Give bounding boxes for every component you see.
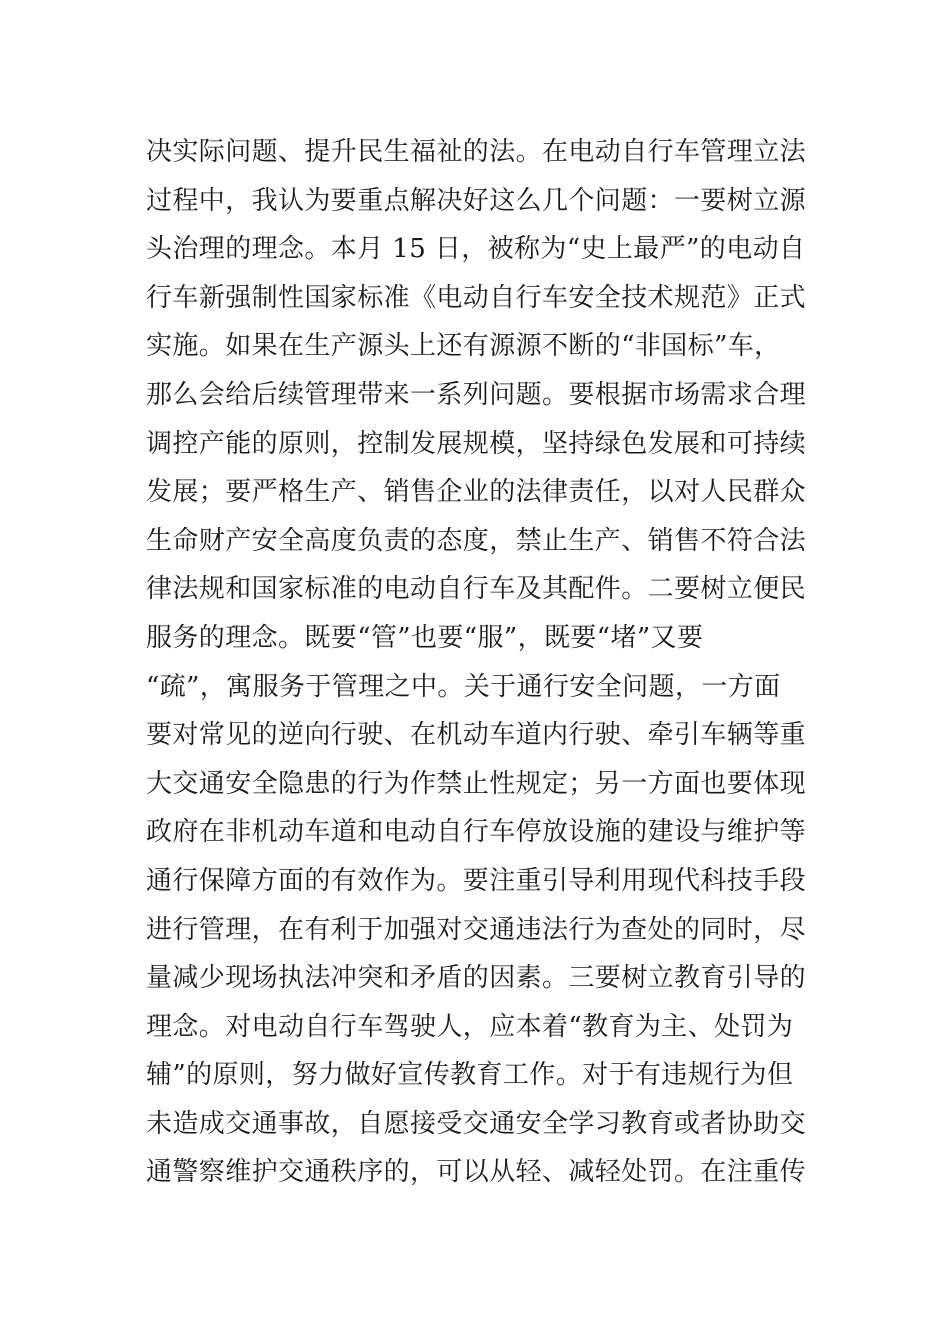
- text-line: 调控产能的原则，控制发展规模，坚持绿色发展和可持续: [146, 428, 807, 459]
- text-line: 服务的理念。既要“管”也要“服”，既要“堵”又要: [146, 622, 704, 653]
- text-line: 量减少现场执法冲突和矛盾的因素。三要树立教育引导的: [146, 963, 807, 994]
- text-line: 那么会给后续管理带来一系列问题。要根据市场需求合理: [146, 379, 807, 410]
- text-line: 进行管理，在有利于加强对交通违法行为查处的同时，尽: [146, 914, 807, 945]
- text-line: “疏”，寓服务于管理之中。关于通行安全问题，一方面: [146, 671, 781, 702]
- text-line: 过程中，我认为要重点解决好这么几个问题：一要树立源: [146, 185, 807, 216]
- text-line: 要对常见的逆向行驶、在机动车道内行驶、牵引车辆等重: [146, 720, 807, 751]
- body-paragraph: [146, 128, 806, 1197]
- text-line: 辅”的原则，努力做好宣传教育工作。对于有违规行为但: [146, 1060, 794, 1091]
- text-line: 发展；要严格生产、销售企业的法律责任，以对人民群众: [146, 477, 807, 508]
- text-line: 未造成交通事故，自愿接受交通安全学习教育或者协助交: [146, 1108, 807, 1139]
- text-line: 大交通安全隐患的行为作禁止性规定；另一方面也要体现: [146, 768, 807, 799]
- text-line: 行车新强制性国家标准《电动自行车安全技术规范》正式: [146, 282, 807, 313]
- text-line: 政府在非机动车道和电动自行车停放设施的建设与维护等: [146, 817, 807, 848]
- text-line: 实施。如果在生产源头上还有源源不断的“非国标”车，: [146, 331, 781, 362]
- text-line: 通警察维护交通秩序的，可以从轻、减轻处罚。在注重传: [146, 1157, 807, 1188]
- text-line: 通行保障方面的有效作为。要注重引导利用现代科技手段: [146, 865, 807, 896]
- text-line: 理念。对电动自行车驾驶人，应本着“教育为主、处罚为: [146, 1011, 794, 1042]
- text-line: 头治理的理念。本月 15 日，被称为“史上最严”的电动自: [146, 234, 806, 265]
- text-line: 生命财产安全高度负责的态度，禁止生产、销售不符合法: [146, 525, 807, 556]
- text-line: 决实际问题、提升民生福祉的法。在电动自行车管理立法: [146, 137, 807, 167]
- text-line: 律法规和国家标准的电动自行车及其配件。二要树立便民: [146, 574, 807, 605]
